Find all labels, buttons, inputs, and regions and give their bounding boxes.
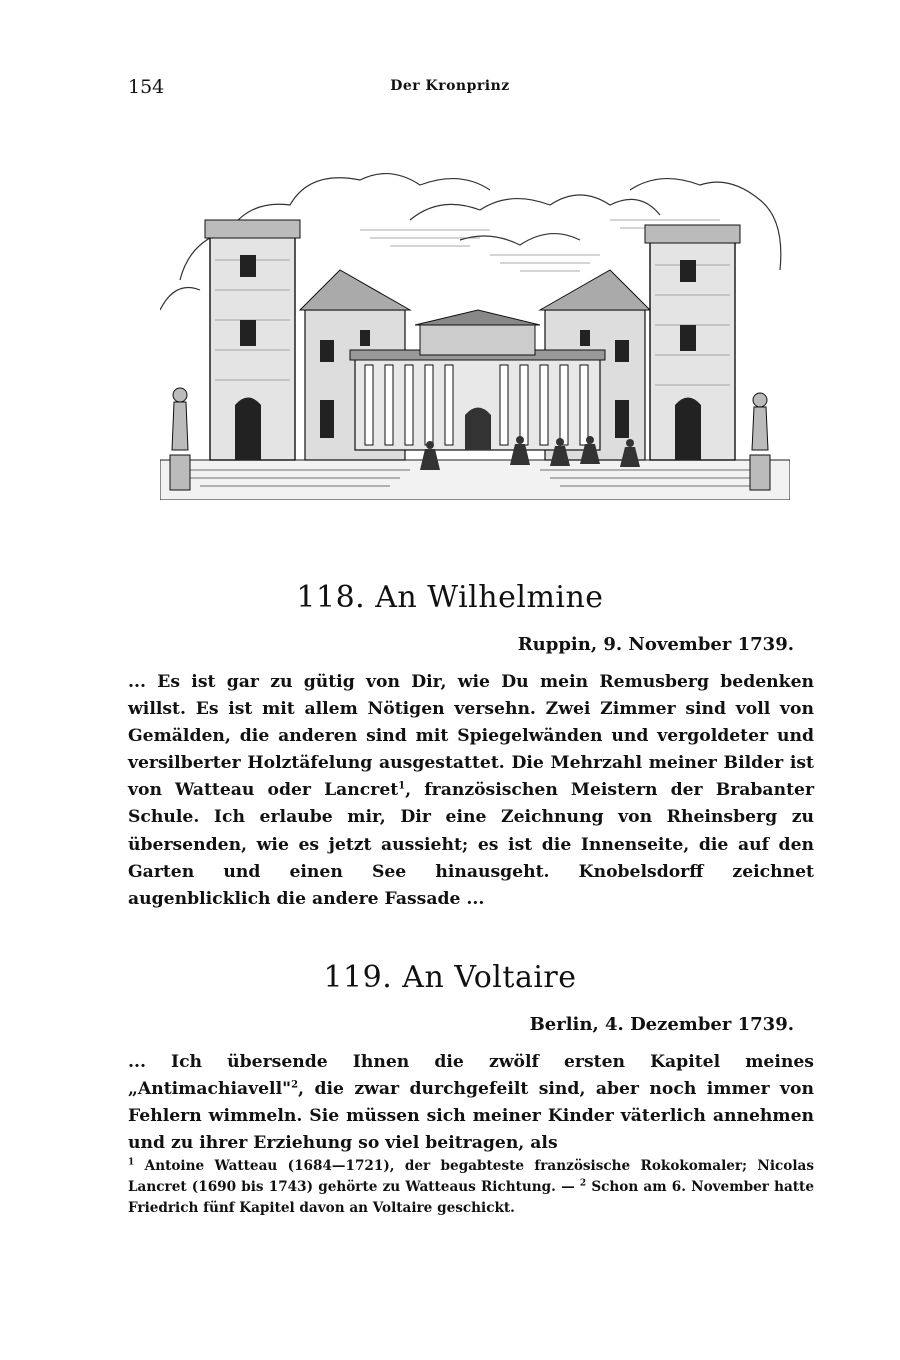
body-letter-118-part-a: ... Es ist gar zu gütig von Dir, wie Du mein Remusberg bedenken willst. Es ist mit allem Nötigen versehn. Zwei Zimmer sind voll von Gemälden, die anderen sind mit Spiegelwänden und vergoldeter und versilberter Holztäfelung ausgestattet. Die Mehrzahl meiner Bilder ist von Watteau oder Lancret xyxy=(128,672,814,801)
dateline-letter-118: Ruppin, 9. November 1739. xyxy=(517,634,794,655)
body-letter-118 xyxy=(128,669,814,913)
footnote-ref-1: 1 xyxy=(398,780,406,792)
footnote-ref-2: 2 xyxy=(291,1079,299,1091)
footnote-mark-2: 2 xyxy=(579,1178,587,1189)
body-letter-119-part-a: ... Ich übersende Ihnen die zwölf ersten Kapitel meines „Antimachiavell" xyxy=(128,1052,814,1100)
body-letter-119 xyxy=(128,1049,814,1157)
body-letter-119-part-b: , die zwar durchgefeilt sind, aber noch immer von Fehlern wimmeln. Sie müssen sich meiner Kinder väterlich annehmen und zu ihrer Erziehung so viel beitragen, als xyxy=(128,1079,814,1154)
footnotes xyxy=(128,1156,814,1219)
footnote-2: Schon am 6. November hatte Friedrich fünf Kapitel davon an Voltaire geschickt. xyxy=(128,1179,814,1216)
heading-letter-118: 118. An Wilhelmine xyxy=(296,580,604,615)
footnote-mark-1: 1 xyxy=(128,1157,135,1168)
running-head: Der Kronprinz xyxy=(390,78,510,94)
page-number: 154 xyxy=(128,76,165,98)
palace-engraving-icon xyxy=(160,160,790,500)
dateline-letter-119: Berlin, 4. Dezember 1739. xyxy=(529,1014,794,1035)
body-letter-118-part-b: , französischen Meistern der Brabanter Schule. Ich erlaube mir, Dir eine Zeichnung von Rheinsberg zu übersenden, wie es jetzt aussieht; es ist die Innenseite, die auf den Garten und einen See hinausgeht. Knobelsdorff zeichnet augenblicklich die andere Fassade ... xyxy=(128,780,814,909)
footnote-1: Antoine Watteau (1684—1721), der begabteste französische Rokokomaler; Nicolas Lancret (1690 bis 1743) gehörte zu Watteaus Richtung. — xyxy=(128,1158,814,1195)
heading-letter-119: 119. An Voltaire xyxy=(323,960,577,995)
